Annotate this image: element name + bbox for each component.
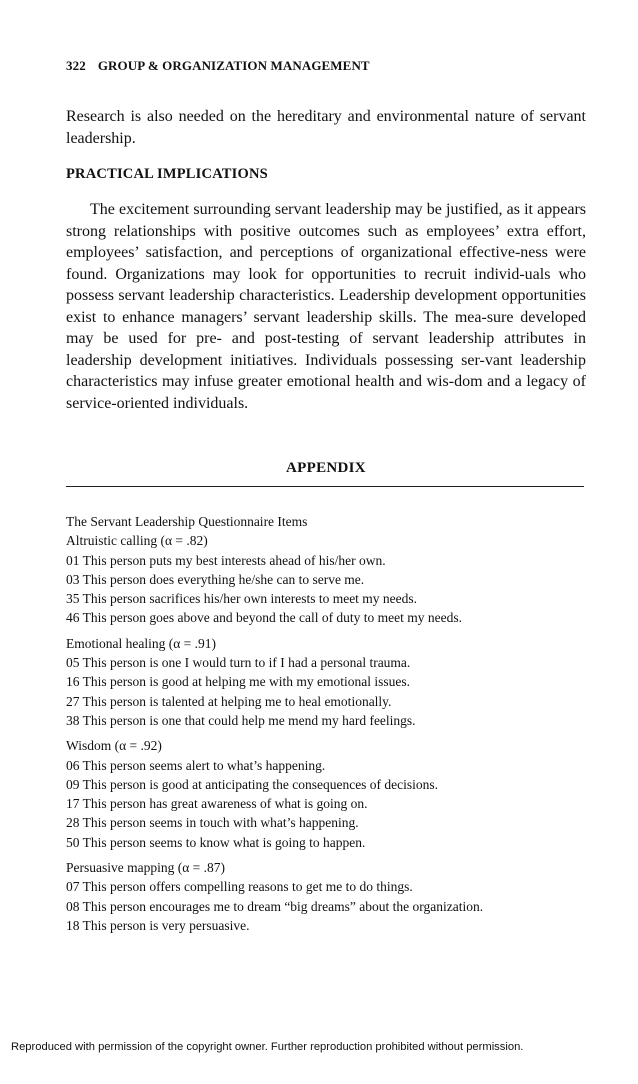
group-heading: Wisdom (α = .92) bbox=[66, 738, 162, 754]
questionnaire-item: 46 This person goes above and beyond the call of duty to meet my needs. bbox=[66, 610, 463, 626]
questionnaire-item: 18 This person is very persuasive. bbox=[66, 917, 250, 933]
journal-title: GROUP & ORGANIZATION MANAGEMENT bbox=[97, 58, 370, 73]
questionnaire-item: 05 This person is one I would turn to if I had a personal trauma. bbox=[66, 655, 411, 671]
questionnaire-item: 06 This person seems alert to what’s happening. bbox=[66, 757, 326, 773]
item-group-altruistic-calling bbox=[66, 531, 586, 627]
running-header bbox=[66, 58, 370, 74]
questionnaire-item: 07 This person offers compelling reasons to get me to do things. bbox=[66, 879, 413, 895]
questionnaire-item: 27 This person is talented at helping me to heal emotionally. bbox=[66, 693, 392, 709]
appendix-content bbox=[66, 512, 586, 941]
page-number: 322 bbox=[66, 58, 86, 73]
questionnaire-item: 28 This person seems in touch with what’s happening. bbox=[66, 815, 359, 831]
questionnaire-item: 09 This person is good at anticipating the consequences of decisions. bbox=[66, 776, 439, 792]
appendix-title: APPENDIX bbox=[286, 460, 366, 476]
group-heading: Emotional healing (α = .91) bbox=[66, 635, 217, 651]
intro-paragraph: Research is also needed on the hereditary and environmental nature of servant leadership. bbox=[66, 108, 586, 147]
appendix-subtitle: The Servant Leadership Questionnaire Items bbox=[66, 514, 308, 529]
questionnaire-item: 16 This person is good at helping me with my emotional issues. bbox=[66, 674, 410, 690]
group-heading: Altruistic calling (α = .82) bbox=[66, 533, 208, 549]
group-heading: Persuasive mapping (α = .87) bbox=[66, 860, 226, 876]
questionnaire-item: 50 This person seems to know what is going to happen. bbox=[66, 834, 366, 850]
appendix-divider bbox=[66, 486, 584, 487]
copyright-footer: Reproduced with permission of the copyright owner. Further reproduction prohibited without permission. bbox=[11, 1041, 524, 1053]
questionnaire-item: 08 This person encourages me to dream “big dreams” about the organization. bbox=[66, 898, 484, 914]
questionnaire-item: 17 This person has great awareness of what is going on. bbox=[66, 796, 368, 812]
item-group-persuasive-mapping bbox=[66, 858, 586, 935]
questionnaire-item: 03 This person does everything he/she can to serve me. bbox=[66, 571, 365, 587]
questionnaire-item: 35 This person sacrifices his/her own interests to meet my needs. bbox=[66, 591, 418, 607]
questionnaire-item: 01 This person puts my best interests ahead of his/her own. bbox=[66, 552, 386, 568]
item-group-wisdom bbox=[66, 736, 586, 852]
section-heading: PRACTICAL IMPLICATIONS bbox=[66, 166, 268, 182]
section-paragraph: The excitement surrounding servant leadership may be justified, as it appears strong relationships with positive outcomes such as employees’ extra effort, employees’ satisfaction, and perceptions of organizational effective-ness were found. Organizations may look for opportunities to recruit individ-uals who possess servant leadership characteristics. Leadership development opportunities exist to enhance managers’ servant leadership skills. The mea-sure developed may be used for pre- and post-testing of servant leadership attributes in leadership development initiatives. Individuals possessing ser-vant leadership characteristics may infuse greater emotional health and wis-dom and a legacy of service-oriented individuals. bbox=[66, 201, 586, 412]
item-group-emotional-healing bbox=[66, 634, 586, 730]
questionnaire-item: 38 This person is one that could help me mend my hard feelings. bbox=[66, 712, 416, 728]
